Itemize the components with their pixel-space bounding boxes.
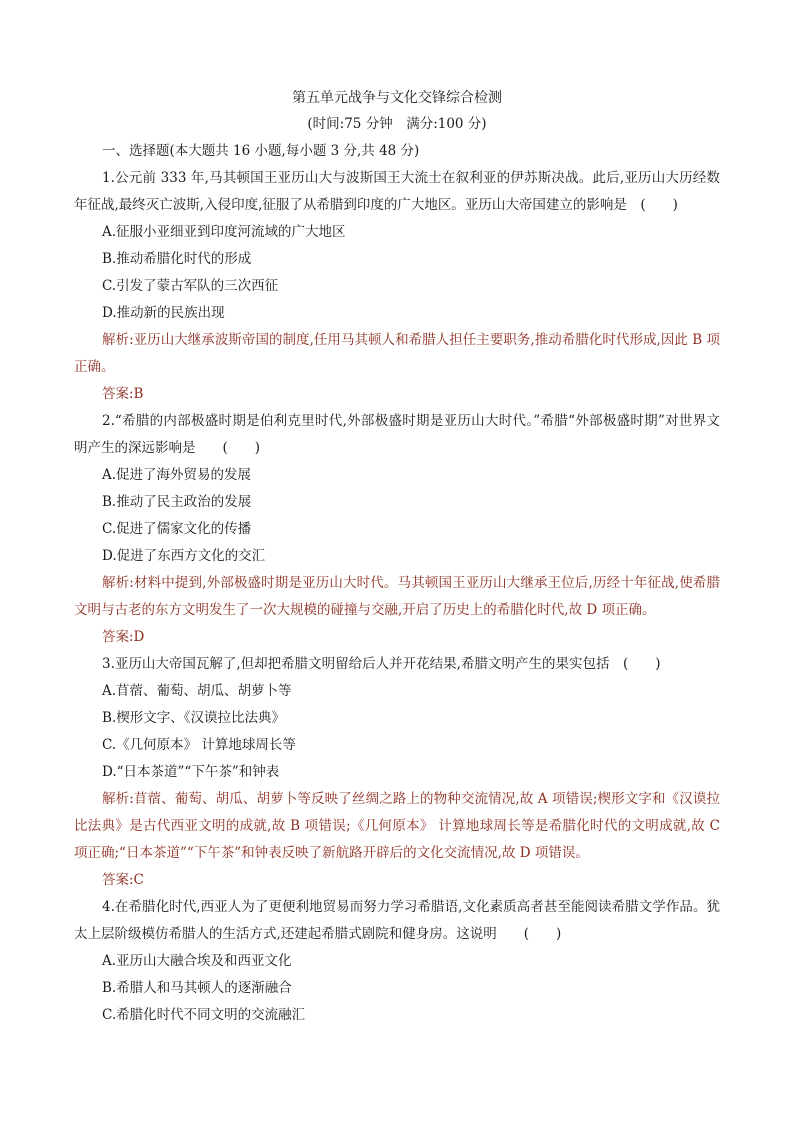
option-c: C.促进了儒家文化的传播 — [102, 521, 252, 537]
option-d: D.推动新的民族出现 — [102, 305, 225, 321]
option-b: B.希腊人和马其顿人的逐渐融合 — [102, 980, 292, 996]
option-b: B.楔形文字、《汉谟拉比法典》 — [102, 710, 285, 726]
option-b: B.推动希腊化时代的形成 — [102, 251, 252, 267]
answer-text: 答案:D — [102, 629, 145, 645]
question-stem: 3.亚历山大帝国瓦解了,但却把希腊文明留给后人并开花结果,希腊文明产生的果实包括 ( ) — [102, 656, 661, 672]
option-a: A.促进了海外贸易的发展 — [102, 467, 252, 483]
answer-text: 答案:B — [102, 386, 144, 402]
option-c: C.希腊化时代不同文明的交流融汇 — [102, 1007, 306, 1023]
question-2 — [74, 408, 720, 651]
question-4 — [74, 894, 720, 1029]
question-stem: 1.公元前 333 年,马其顿国王亚历山大与波斯国王大流士在叙利亚的伊苏斯决战。此后,亚历山大历经数年征战,最终灭亡波斯,入侵印度,征服了从希腊到印度的广大地区。亚历山大帝国建立的影响是 ( ) — [74, 170, 720, 213]
answer-text: 答案:C — [102, 872, 144, 888]
page-subtitle: (时间:75 分钟 满分:100 分) — [307, 116, 487, 132]
option-d: D.“日本茶道”“下午茶”和钟表 — [102, 764, 280, 780]
question-1 — [74, 165, 720, 408]
question-3 — [74, 651, 720, 894]
option-b: B.推动了民主政治的发展 — [102, 494, 252, 510]
option-a: A.征服小亚细亚到印度河流域的广大地区 — [102, 224, 346, 240]
option-c: C.引发了蒙古军队的三次西征 — [102, 278, 279, 294]
question-stem: 4.在希腊化时代,西亚人为了更便利地贸易而努力学习希腊语,文化素质高者甚至能阅读希腊文学作品。犹太上层阶级模仿希腊人的生活方式,还建起希腊式剧院和健身房。这说明 ( ) — [74, 899, 720, 942]
option-c: C.《几何原本》 计算地球周长等 — [102, 737, 296, 753]
analysis-text: 解析:材料中提到,外部极盛时期是亚历山大时代。马其顿国王亚历山大继承王位后,历经十年征战,使希腊文明与古老的东方文明发生了一次大规模的碰撞与交融,开启了历史上的希腊化时代,故 D 项正确。 — [74, 575, 720, 618]
analysis-text: 解析:苜蓿、葡萄、胡瓜、胡萝卜等反映了丝绸之路上的物种交流情况,故 A 项错误;楔形文字和《汉谟拉比法典》是古代西亚文明的成就,故 B 项错误;《几何原本》 计算地球周长等是希腊化时代的文明成就,故 C 项正确;“日本茶道”“下午茶”和钟表反映了新航路开辟后的文化交流情况,故 D 项错误。 — [74, 791, 720, 861]
question-stem: 2.“希腊的内部极盛时期是伯利克里时代,外部极盛时期是亚历山大时代。”希腊“外部极盛时期”对世界文明产生的深远影响是 ( ) — [74, 413, 720, 456]
analysis-text: 解析:亚历山大继承波斯帝国的制度,任用马其顿人和希腊人担任主要职务,推动希腊化时代形成,因此 B 项正确。 — [74, 332, 720, 375]
option-a: A.亚历山大融合埃及和西亚文化 — [102, 953, 292, 969]
page-title: 第五单元战争与文化交锋综合检测 — [292, 90, 502, 106]
option-d: D.促进了东西方文化的交汇 — [102, 548, 266, 564]
option-a: A.苜蓿、葡萄、胡瓜、胡萝卜等 — [102, 683, 292, 699]
section-heading: 一、选择题(本大题共 16 小题,每小题 3 分,共 48 分) — [102, 143, 420, 159]
